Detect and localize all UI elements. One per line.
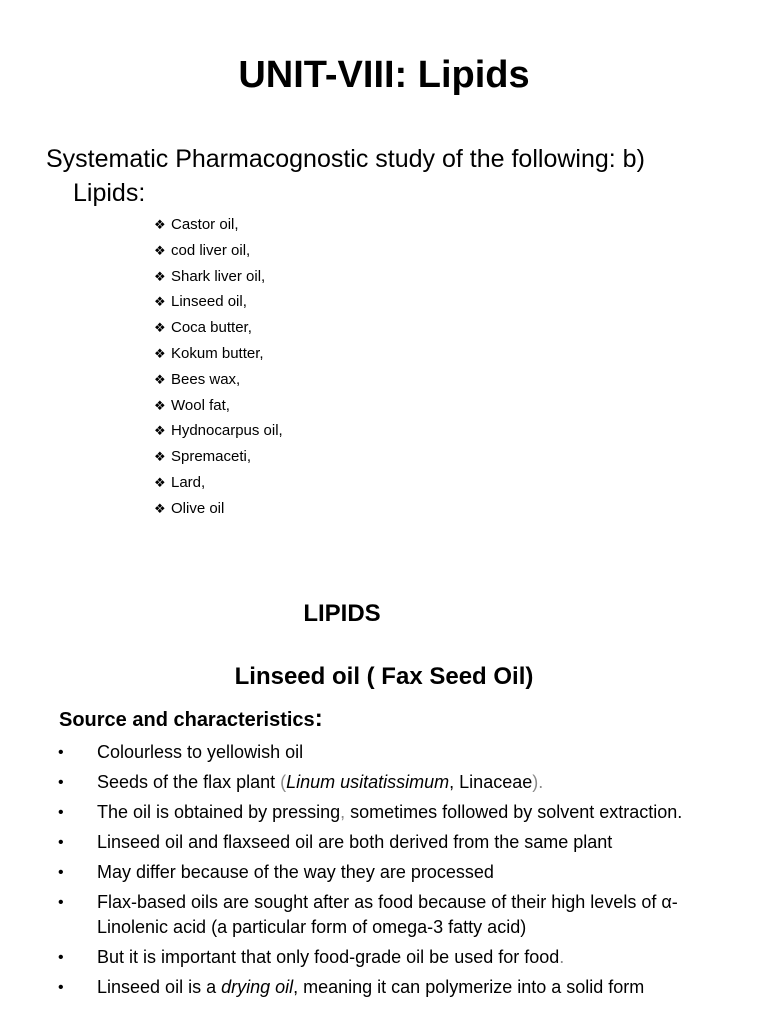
diamond-bullet-icon: ❖: [154, 501, 166, 517]
diamond-bullet-icon: ❖: [154, 450, 166, 466]
list-item: [154, 238, 283, 264]
characteristic-text: [97, 802, 682, 822]
list-item-label: cod liver oil,: [171, 241, 251, 259]
bullet-icon: •: [58, 949, 64, 966]
list-item-label: Linseed oil,: [171, 293, 247, 311]
bullet-icon: •: [58, 834, 64, 851]
list-item: [154, 496, 283, 522]
characteristics-list: [58, 740, 718, 1005]
list-item-label: Lard,: [171, 473, 206, 491]
comma: ,: [340, 802, 346, 822]
bullet-icon: •: [58, 804, 64, 821]
characteristic-main: But it is important that only food-grade oil be used for food: [97, 947, 560, 967]
diamond-bullet-icon: ❖: [154, 398, 166, 414]
list-item-label: Spremaceti,: [171, 448, 252, 466]
list-item: [58, 945, 718, 970]
characteristic-text: Linseed oil and flaxseed oil are both derived from the same plant: [97, 832, 613, 852]
diamond-bullet-icon: ❖: [154, 475, 166, 491]
page-title: UNIT-VIII: Lipids: [238, 54, 530, 96]
list-item: [58, 800, 718, 825]
list-item: [58, 830, 718, 855]
lipid-list: [154, 212, 283, 522]
family-name: , Linaceae: [449, 772, 533, 792]
intro-text: [46, 142, 726, 210]
drying-oil-term: drying oil: [221, 977, 294, 997]
list-item: [154, 418, 283, 444]
characteristic-prefix: Seeds of the flax plant: [97, 772, 281, 792]
period: .: [559, 947, 565, 967]
characteristic-text: [97, 947, 564, 967]
list-item: [58, 890, 718, 940]
diamond-bullet-icon: ❖: [154, 346, 166, 362]
diamond-bullet-icon: ❖: [154, 424, 166, 440]
characteristic-text: May differ because of the way they are processed: [97, 862, 494, 882]
intro-line-2: Lipids:: [73, 179, 146, 207]
diamond-bullet-icon: ❖: [154, 269, 166, 285]
bullet-icon: •: [58, 979, 64, 996]
diamond-bullet-icon: ❖: [154, 218, 166, 233]
characteristic-text: [97, 772, 543, 792]
list-item: [154, 264, 283, 290]
list-item-label: Castor oil,: [171, 216, 239, 233]
section-heading: LIPIDS: [303, 600, 381, 627]
oil-title: Linseed oil ( Fax Seed Oil): [234, 663, 534, 690]
characteristic-rest: sometimes followed by solvent extraction.: [345, 802, 683, 822]
bullet-icon: •: [58, 744, 64, 761]
bullet-icon: •: [58, 774, 64, 791]
subhead-colon: :: [314, 705, 323, 732]
characteristic-rest: , meaning it can polymerize into a solid form: [293, 977, 645, 997]
characteristic-text: [97, 977, 644, 997]
characteristic-prefix: The oil is obtained by pressing: [97, 802, 341, 822]
list-item-label: Shark liver oil,: [171, 267, 266, 285]
intro-line-1: Systematic Pharmacognostic study of the following: b): [46, 145, 645, 173]
list-item: [58, 860, 718, 885]
list-item-label: Hydnocarpus oil,: [171, 422, 283, 440]
list-item-label: Coca butter,: [171, 319, 252, 337]
list-item-label: Kokum butter,: [171, 344, 264, 362]
diamond-bullet-icon: ❖: [154, 321, 166, 337]
list-item-label: Olive oil: [171, 499, 225, 517]
list-item: [154, 289, 283, 315]
species-name: Linum usitatissimum: [286, 772, 450, 792]
list-item: [154, 367, 283, 393]
characteristic-text: Colourless to yellowish oil: [97, 742, 304, 762]
characteristic-text: Flax-based oils are sought after as food because of their high levels of α-Linolenic acid (a particular form of omega-3 fatty acid): [97, 892, 678, 937]
list-item: [154, 212, 283, 238]
list-item: [154, 315, 283, 341]
list-item: [154, 444, 283, 470]
list-item-label: Bees wax,: [171, 370, 241, 388]
list-item: [58, 770, 718, 795]
subhead-text: Source and characteristics: [59, 709, 315, 731]
list-item-label: Wool fat,: [171, 396, 230, 414]
list-item: [154, 470, 283, 496]
characteristic-prefix: Linseed oil is a: [97, 977, 222, 997]
bullet-icon: •: [58, 894, 64, 911]
list-item: [154, 341, 283, 367]
list-item: [58, 740, 718, 765]
list-item: [154, 393, 283, 419]
close-paren: ).: [532, 772, 544, 792]
diamond-bullet-icon: ❖: [154, 372, 166, 388]
diamond-bullet-icon: ❖: [154, 243, 166, 259]
open-paren: (: [280, 772, 287, 792]
list-item: [58, 975, 718, 1000]
bullet-icon: •: [58, 864, 64, 881]
diamond-bullet-icon: ❖: [154, 295, 166, 311]
source-characteristics-heading: [59, 705, 323, 734]
